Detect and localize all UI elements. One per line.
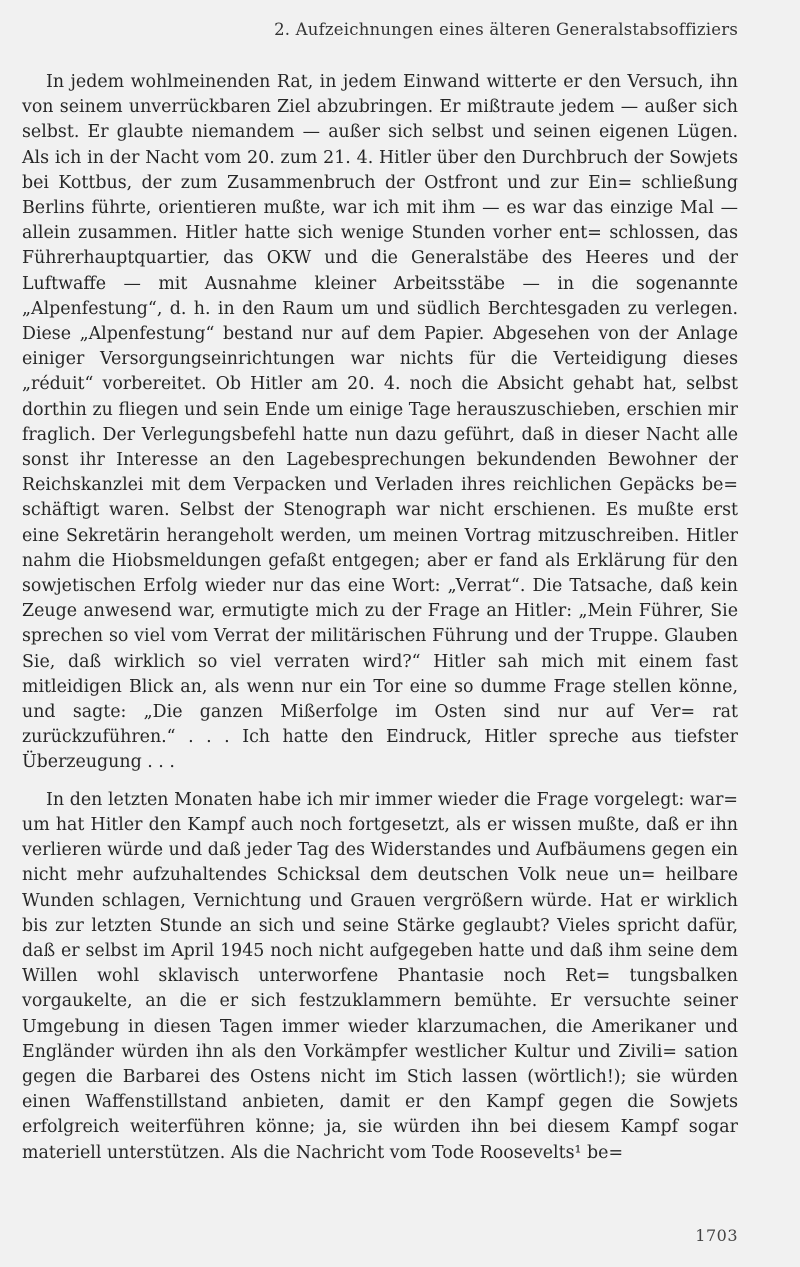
page-number: 1703 [695,1226,738,1245]
running-header: 2. Aufzeichnungen eines älteren Generalstabsoffiziers [274,20,738,39]
paragraph-1: In jedem wohlmeinenden Rat, in jedem Einwand witterte er den Versuch, ihn von seinem unverrückbaren Ziel abzubringen. Er mißtraute jedem — außer sich selbst. Er glaubte niemandem — außer sich selbst und seinen eigenen Lügen. Als ich in der Nacht vom 20. zum 21. 4. Hitler über den Durchbruch der Sowjets bei Kottbus, der zum Zusammenbruch der Ostfront und zur Ein= schließung Berlins führte, orientieren mußte, war ich mit ihm — es war das einzige Mal — allein zusammen. Hitler hatte sich wenige Stunden vorher ent= schlossen, das Führerhauptquartier, das OKW und die Generalstäbe des Heeres und der Luftwaffe — mit Ausnahme kleiner Arbeitsstäbe — in die sogenannte „Alpenfestung“, d. h. in den Raum um und südlich Berchtesgaden zu verlegen. Diese „Alpenfestung“ bestand nur auf dem Papier. Abgesehen von der Anlage einiger Versorgungseinrichtungen war nichts für die Verteidigung dieses „réduit“ vorbereitet. Ob Hitler am 20. 4. noch die Absicht gehabt hat, selbst dorthin zu fliegen und sein Ende um einige Tage herauszuschieben, erschien mir fraglich. Der Verlegungsbefehl hatte nun dazu geführt, daß in dieser Nacht alle sonst ihr Interesse an den Lagebesprechungen bekundenden Bewohner der Reichskanzlei mit dem Verpacken und Verladen ihres reichlichen Gepäcks be= schäftigt waren. Selbst der Stenograph war nicht erschienen. Es mußte erst eine Sekretärin herangeholt werden, um meinen Vortrag mitzuschreiben. Hitler nahm die Hiobsmeldungen gefaßt entgegen; aber er fand als Erklärung für den sowjetischen Erfolg wieder nur das eine Wort: „Verrat“. Die Tatsache, daß kein Zeuge anwesend war, ermutigte mich zu der Frage an Hitler: „Mein Führer, Sie sprechen so viel vom Verrat der militärischen Führung und der Truppe. Glauben Sie, daß wirklich so viel verraten wird?“ Hitler sah mich mit einem fast mitleidigen Blick an, als wenn nur ein Tor eine so dumme Frage stellen könne, und sagte: „Die ganzen Mißerfolge im Osten sind nur auf Ver= rat zurückzuführen.“ . . . Ich hatte den Eindruck, Hitler spreche aus tiefster Überzeugung . . . [22,72,738,773]
body-text [22,70,738,1166]
paragraph-2: In den letzten Monaten habe ich mir immer wieder die Frage vorgelegt: war= um hat Hitler den Kampf auch noch fortgesetzt, als er wissen mußte, daß er ihn verlieren würde und daß jeder Tag des Widerstandes und Aufbäumens gegen ein nicht mehr aufzuhaltendes Schicksal dem deutschen Volk neue un= heilbare Wunden schlagen, Vernichtung und Grauen vergrößern würde. Hat er wirklich bis zur letzten Stunde an sich und seine Stärke geglaubt? Vieles spricht dafür, daß er selbst im April 1945 noch nicht aufgegeben hatte und daß ihm seine dem Willen wohl sklavisch unterworfene Phantasie noch Ret= tungsbalken vorgaukelte, an die er sich festzuklammern bemühte. Er versuchte seiner Umgebung in diesen Tagen immer wieder klarzumachen, die Amerikaner und Engländer würden ihn als den Vorkämpfer westlicher Kultur und Zivili= sation gegen die Barbarei des Ostens nicht im Stich lassen (wörtlich!); sie würden einen Waffenstillstand anbieten, damit er den Kampf gegen die Sowjets erfolgreich weiterführen könne; ja, sie würden ihn bei diesem Kampf sogar materiell unterstützen. Als die Nachricht vom Tode Roosevelts¹ be= [22,789,738,1163]
